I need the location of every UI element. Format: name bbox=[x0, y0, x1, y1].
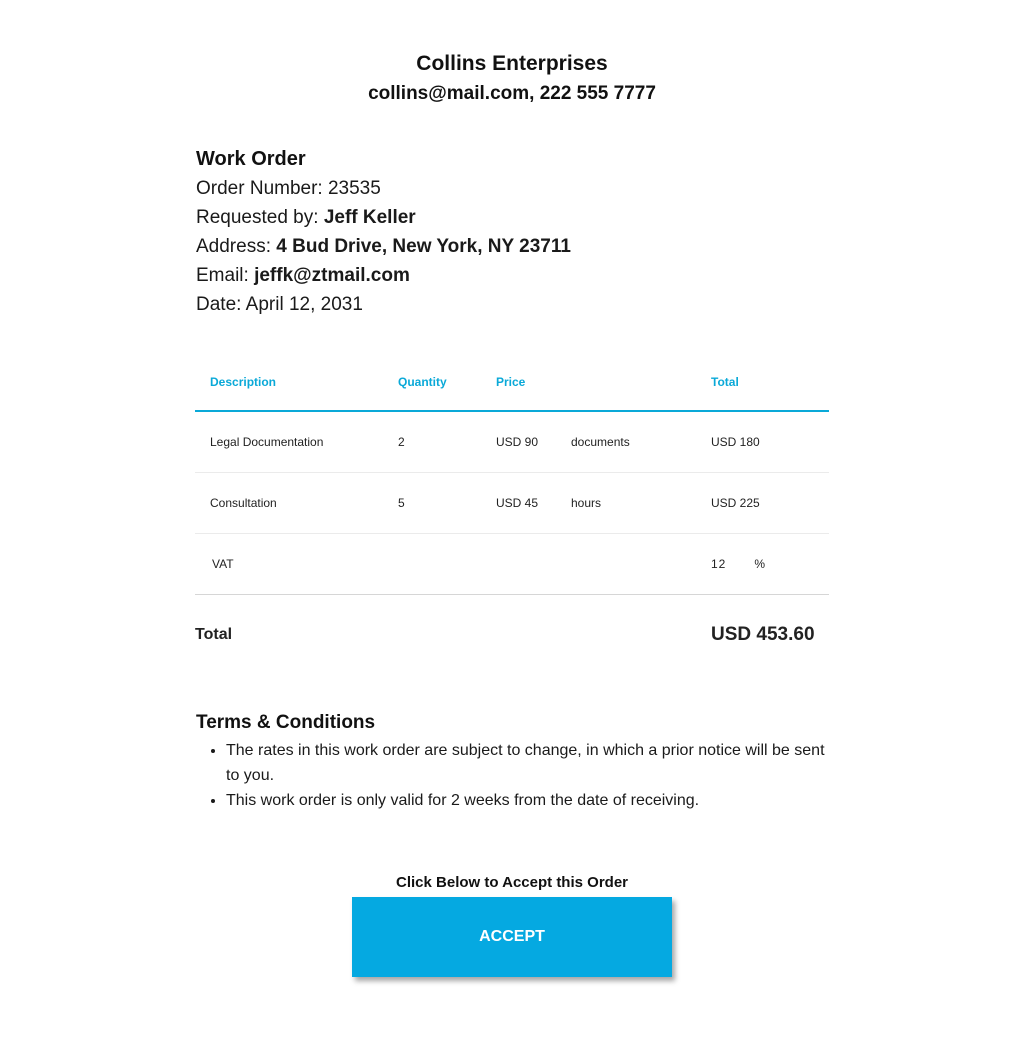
row-total: USD 180 bbox=[711, 411, 829, 473]
row-quantity: 2 bbox=[398, 411, 496, 473]
terms-section bbox=[196, 712, 826, 813]
address-value: 4 Bud Drive, New York, NY 23711 bbox=[276, 236, 571, 257]
table-row bbox=[195, 473, 829, 534]
vat-row bbox=[195, 534, 829, 595]
grand-total-label: Total bbox=[195, 626, 233, 643]
header-total: Total bbox=[711, 354, 829, 411]
email-line bbox=[196, 261, 836, 290]
items-table bbox=[195, 354, 829, 675]
row-unit: documents bbox=[571, 411, 711, 473]
vat-percent-sign: % bbox=[754, 557, 766, 571]
company-name: Collins Enterprises bbox=[416, 52, 608, 75]
header-price: Price bbox=[496, 354, 571, 411]
row-description: Consultation bbox=[195, 473, 398, 534]
table-header-row bbox=[195, 354, 829, 411]
header-description: Description bbox=[195, 354, 398, 411]
header-quantity: Quantity bbox=[398, 354, 496, 411]
requested-by-value: Jeff Keller bbox=[323, 207, 416, 228]
order-number-label: Order Number: bbox=[196, 178, 328, 199]
row-unit: hours bbox=[571, 473, 711, 534]
terms-title: Terms & Conditions bbox=[196, 712, 376, 733]
address-label: Address: bbox=[196, 236, 277, 257]
email-label: Email: bbox=[196, 265, 255, 286]
row-price: USD 90 bbox=[496, 411, 571, 473]
vat-label: VAT bbox=[212, 557, 234, 571]
accept-caption: Click Below to Accept this Order bbox=[396, 874, 628, 891]
date-label: Date: bbox=[196, 294, 246, 315]
order-details bbox=[196, 145, 836, 319]
row-total: USD 225 bbox=[711, 473, 829, 534]
order-number-line bbox=[196, 174, 836, 203]
header-unit bbox=[571, 354, 711, 411]
terms-list bbox=[196, 738, 826, 813]
email-value: jeffk@ztmail.com bbox=[254, 265, 410, 286]
table-row bbox=[195, 411, 829, 473]
terms-item: • This work order is only valid for 2 weeks from the date of receiving. bbox=[226, 788, 826, 813]
terms-item: • The rates in this work order are subject to change, in which a prior notice will be sent to you. bbox=[226, 738, 826, 788]
order-title: Work Order bbox=[196, 148, 306, 170]
requested-by-line bbox=[196, 203, 836, 232]
row-quantity: 5 bbox=[398, 473, 496, 534]
date-line bbox=[196, 290, 836, 319]
date-value: April 12, 2031 bbox=[245, 294, 363, 315]
accept-button[interactable]: ACCEPT bbox=[352, 897, 672, 977]
vat-input[interactable]: 12 bbox=[711, 557, 727, 571]
row-description: Legal Documentation bbox=[195, 411, 398, 473]
grand-total-row bbox=[195, 595, 829, 676]
company-contact: collins@mail.com, 222 555 7777 bbox=[368, 83, 656, 104]
order-number-value: 23535 bbox=[327, 178, 381, 199]
vat-value-cell bbox=[711, 534, 829, 595]
row-price: USD 45 bbox=[496, 473, 571, 534]
grand-total-value: USD 453.60 bbox=[711, 624, 815, 645]
vat-label-cell bbox=[195, 534, 711, 595]
address-line bbox=[196, 232, 836, 261]
requested-by-label: Requested by: bbox=[196, 207, 324, 228]
